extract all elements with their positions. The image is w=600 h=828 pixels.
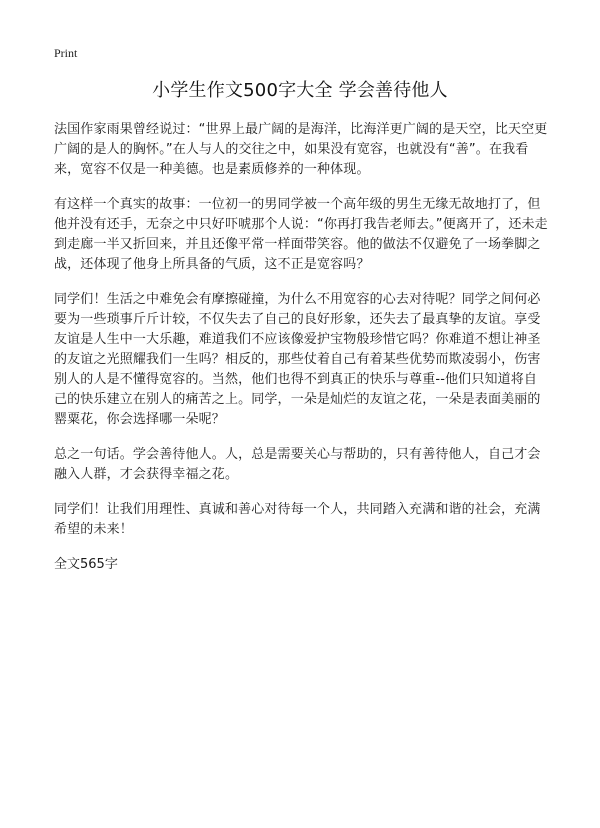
word-count: 全文565字	[54, 557, 118, 572]
article-body	[54, 120, 548, 575]
paragraph-2: 有这样一个真实的故事：一位初一的男同学被一个高年级的男生无缘无故地打了，但他并没有还手，无奈之中只好吓唬那个人说：“你再打我告老师去。”便离开了，还未走到走廊一半又折回来，并且还像平常一样面带笑容。他的做法不仅避免了一场拳脚之战，还体现了他身上所具备的气质，这不正是宽容吗？	[54, 197, 548, 272]
paragraph-5: 同学们！让我们用理性、真诚和善心对待每一个人，共同踏入充满和谐的社会，充满希望的未来！	[54, 502, 541, 537]
paragraph-1: 法国作家雨果曾经说过：“世界上最广阔的是海洋，比海洋更广阔的是天空，比天空更广阔的是人的胸怀。”在人与人的交往之中，如果没有宽容，也就没有“善”。在我看来，宽容不仅是一种美德。也是素质修养的一种体现。	[54, 122, 548, 177]
print-link[interactable]: Print	[54, 46, 78, 60]
paragraph-3: 同学们！生活之中难免会有摩擦碰撞，为什么不用宽容的心去对待呢？同学之间何必要为一些琐事斤斤计较，不仅失去了自己的良好形象，还失去了最真挚的友谊。享受友谊是人生中一大乐趣，难道我们不应该像爱护宝物般珍惜它吗？你难道不想让神圣的友谊之光照耀我们一生吗？相反的，那些仗着自己有着某些优势而欺凌弱小，伤害别人的人是不懂得宽容的。当然，他们也得不到真正的快乐与尊重--他们只知道将自己的快乐建立在别人的痛苦之上。同学，一朵是灿烂的友谊之花，一朵是表面美丽的罂粟花，你会选择哪一朵呢？	[54, 292, 541, 427]
paragraph-4: 总之一句话。学会善待他人。人，总是需要关心与帮助的，只有善待他人，自己才会融入人群，才会获得幸福之花。	[54, 447, 541, 482]
page-title: 小学生作文500字大全 学会善待他人	[152, 80, 448, 101]
